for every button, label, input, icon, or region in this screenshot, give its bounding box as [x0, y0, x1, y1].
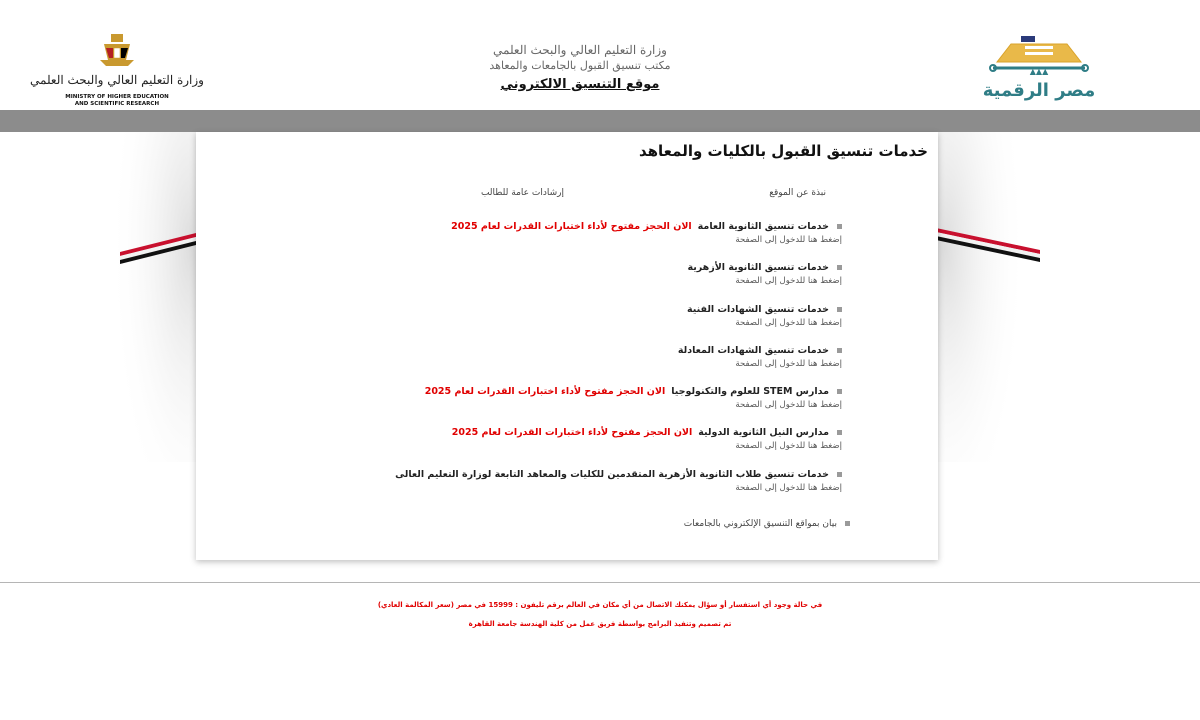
footer-divider — [0, 582, 1200, 583]
enter-page-link[interactable]: إضغط هنا للدخول إلى الصفحة — [735, 317, 842, 328]
enter-page-link[interactable]: إضغط هنا للدخول إلى الصفحة — [735, 358, 842, 369]
service-item-nile-schools — [242, 426, 842, 467]
service-title: خدمات تنسيق الثانوية الأزهرية — [687, 262, 829, 274]
service-item-stem-schools — [242, 385, 842, 426]
service-item-equivalent-certificates — [242, 344, 842, 385]
service-item-general-secondary — [242, 220, 842, 261]
services-card — [196, 132, 938, 560]
enter-page-link[interactable]: إضغط هنا للدخول إلى الصفحة — [735, 482, 842, 493]
service-link[interactable] — [242, 426, 842, 440]
page-title: خدمات تنسيق القبول بالكليات والمعاهد — [638, 142, 928, 160]
enter-page-link[interactable]: إضغط هنا للدخول إلى الصفحة — [735, 276, 842, 287]
service-title: خدمات تنسيق الشهادات المعادلة — [677, 344, 829, 356]
header-title-block — [420, 42, 740, 95]
service-link[interactable] — [242, 261, 842, 275]
service-link[interactable] — [242, 220, 842, 234]
svg-text:▲▲▲: ▲▲▲ — [1029, 67, 1049, 76]
bullet-icon — [837, 265, 842, 270]
bullet-icon — [837, 430, 842, 435]
site-home-link[interactable]: موقع التنسيق الالكتروني — [500, 77, 660, 92]
ministry-name: وزارة التعليم العالي والبحث العلمي — [493, 43, 667, 57]
student-guidelines-link[interactable]: إرشادات عامة للطالب — [480, 188, 564, 198]
about-site-link[interactable]: نبذة عن الموقع — [769, 188, 826, 198]
header-grey-bar — [0, 110, 1200, 132]
service-title: خدمات تنسيق طلاب الثانوية الأزهرية المتقدمين للكليات والمعاهد التابعة لوزارة التعليم العالى — [395, 468, 829, 480]
footer-contact-text: في حالة وجود أي استفسار أو سؤال يمكنك الاتصال من أي مكان في العالم برقم تليفون : 15999 في مصر (سعر المكالمة العادي) — [377, 601, 823, 609]
service-notice: الان الحجز مفتوح لأداء اختبارات القدرات لعام 2025 — [451, 221, 692, 232]
ministry-logo-english-1: MINISTRY OF HIGHER EDUCATION — [65, 94, 169, 100]
service-item-azhar-higher-education — [242, 468, 842, 509]
service-title: مدارس النيل الثانوية الدولية — [698, 427, 829, 439]
service-item-azhar-secondary — [242, 261, 842, 302]
service-link[interactable] — [242, 468, 842, 482]
digital-egypt-logo-text: مصر الرقمية — [982, 80, 1096, 101]
bullet-icon — [845, 521, 850, 526]
service-link[interactable] — [242, 344, 842, 358]
bullet-icon — [837, 389, 842, 394]
footer-credit-text: تم تصميم وتنفيذ البرامج بواسطة فريق عمل من كلية الهندسة جامعة القاهرة — [468, 620, 732, 628]
service-notice: الان الحجز مفتوح لأداء اختبارات القدرات لعام 2025 — [451, 427, 693, 439]
service-notice: الان الحجز مفتوح لأداء اختبارات القدرات لعام 2025 — [424, 386, 666, 398]
page-header — [0, 0, 1200, 110]
office-name: مكتب تنسيق القبول بالجامعات والمعاهد — [489, 59, 671, 72]
services-list — [242, 220, 842, 509]
service-item-technical-certificates — [242, 303, 842, 344]
service-link[interactable] — [242, 385, 842, 399]
service-link[interactable] — [242, 303, 842, 317]
digital-egypt-logo[interactable] — [982, 30, 1096, 102]
enter-page-link[interactable]: إضغط هنا للدخول إلى الصفحة — [735, 400, 842, 411]
bullet-icon — [837, 224, 842, 229]
ministry-logo[interactable] — [30, 30, 204, 108]
ministry-logo-english-2: AND SCIENTIFIC RESEARCH — [74, 101, 160, 107]
service-title: خدمات تنسيق الشهادات الفنية — [687, 303, 829, 315]
enter-page-link[interactable]: إضغط هنا للدخول إلى الصفحة — [735, 235, 842, 245]
bullet-icon — [837, 307, 842, 312]
eagle-icon — [100, 34, 134, 66]
universities-sites-link[interactable] — [684, 519, 850, 529]
bullet-icon — [837, 348, 842, 353]
universities-link-label: بيان بمواقع التنسيق الإلكتروني بالجامعات — [683, 519, 837, 529]
service-title: خدمات تنسيق الثانوية العامة — [697, 221, 829, 232]
bullet-icon — [837, 472, 842, 477]
enter-page-link[interactable]: إضغط هنا للدخول إلى الصفحة — [735, 441, 842, 452]
ministry-logo-arabic: وزارة التعليم العالي والبحث العلمي — [30, 73, 204, 87]
service-title: مدارس STEM للعلوم والتكنولوجيا — [671, 386, 829, 398]
